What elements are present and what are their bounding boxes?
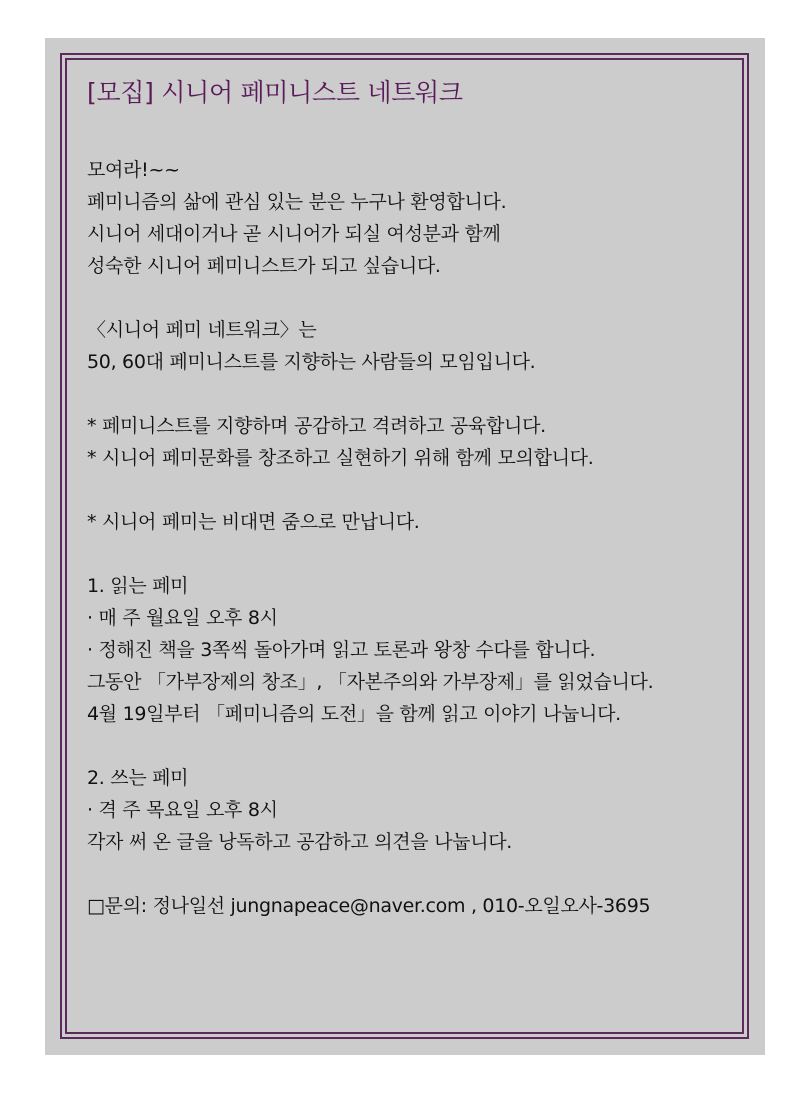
goal-item: * 시니어 페미문화를 창조하고 실현하기 위해 함께 모의합니다. xyxy=(87,447,594,469)
contact-info: □문의: 정나일선 jungnapeace@naver.com , 010-오일오사-3695 xyxy=(87,895,651,917)
poster-card xyxy=(45,38,765,1055)
reading-line: · 정해진 책을 3쪽씩 돌아가며 읽고 토론과 왕창 수다를 합니다. xyxy=(87,639,596,661)
poster-content xyxy=(87,76,737,922)
reading-line: 그동안 「가부장제의 창조」, 「자본주의와 가부장제」를 읽었습니다. xyxy=(87,671,654,693)
intro-line: 성숙한 시니어 페미니스트가 되고 싶습니다. xyxy=(87,255,441,277)
writing-line: 각자 써 온 글을 낭독하고 공감하고 의견을 나눕니다. xyxy=(87,831,513,853)
about-line: 〈시니어 페미 네트워크〉는 xyxy=(87,319,317,341)
intro-line: 시니어 세대이거나 곧 시니어가 되실 여성분과 함께 xyxy=(87,223,501,245)
intro-line: 모여라!~~ xyxy=(87,159,180,181)
reading-line: 4월 19일부터 「페미니즘의 도전」을 함께 읽고 이야기 나눕니다. xyxy=(87,703,621,725)
goal-item: * 페미니스트를 지향하며 공감하고 격려하고 공육합니다. xyxy=(87,415,546,437)
poster-title: [모집] 시니어 페미니스트 네트워크 xyxy=(87,78,463,107)
online-note: * 시니어 페미는 비대면 줌으로 만납니다. xyxy=(87,511,420,533)
intro-line: 페미니즘의 삶에 관심 있는 분은 누구나 환영합니다. xyxy=(87,191,507,213)
reading-section-heading: 1. 읽는 페미 xyxy=(87,575,189,597)
about-line: 50, 60대 페미니스트를 지향하는 사람들의 모임입니다. xyxy=(87,351,536,373)
reading-line: · 매 주 월요일 오후 8시 xyxy=(87,607,278,629)
writing-section-heading: 2. 쓰는 페미 xyxy=(87,767,189,789)
writing-line: · 격 주 목요일 오후 8시 xyxy=(87,799,278,821)
